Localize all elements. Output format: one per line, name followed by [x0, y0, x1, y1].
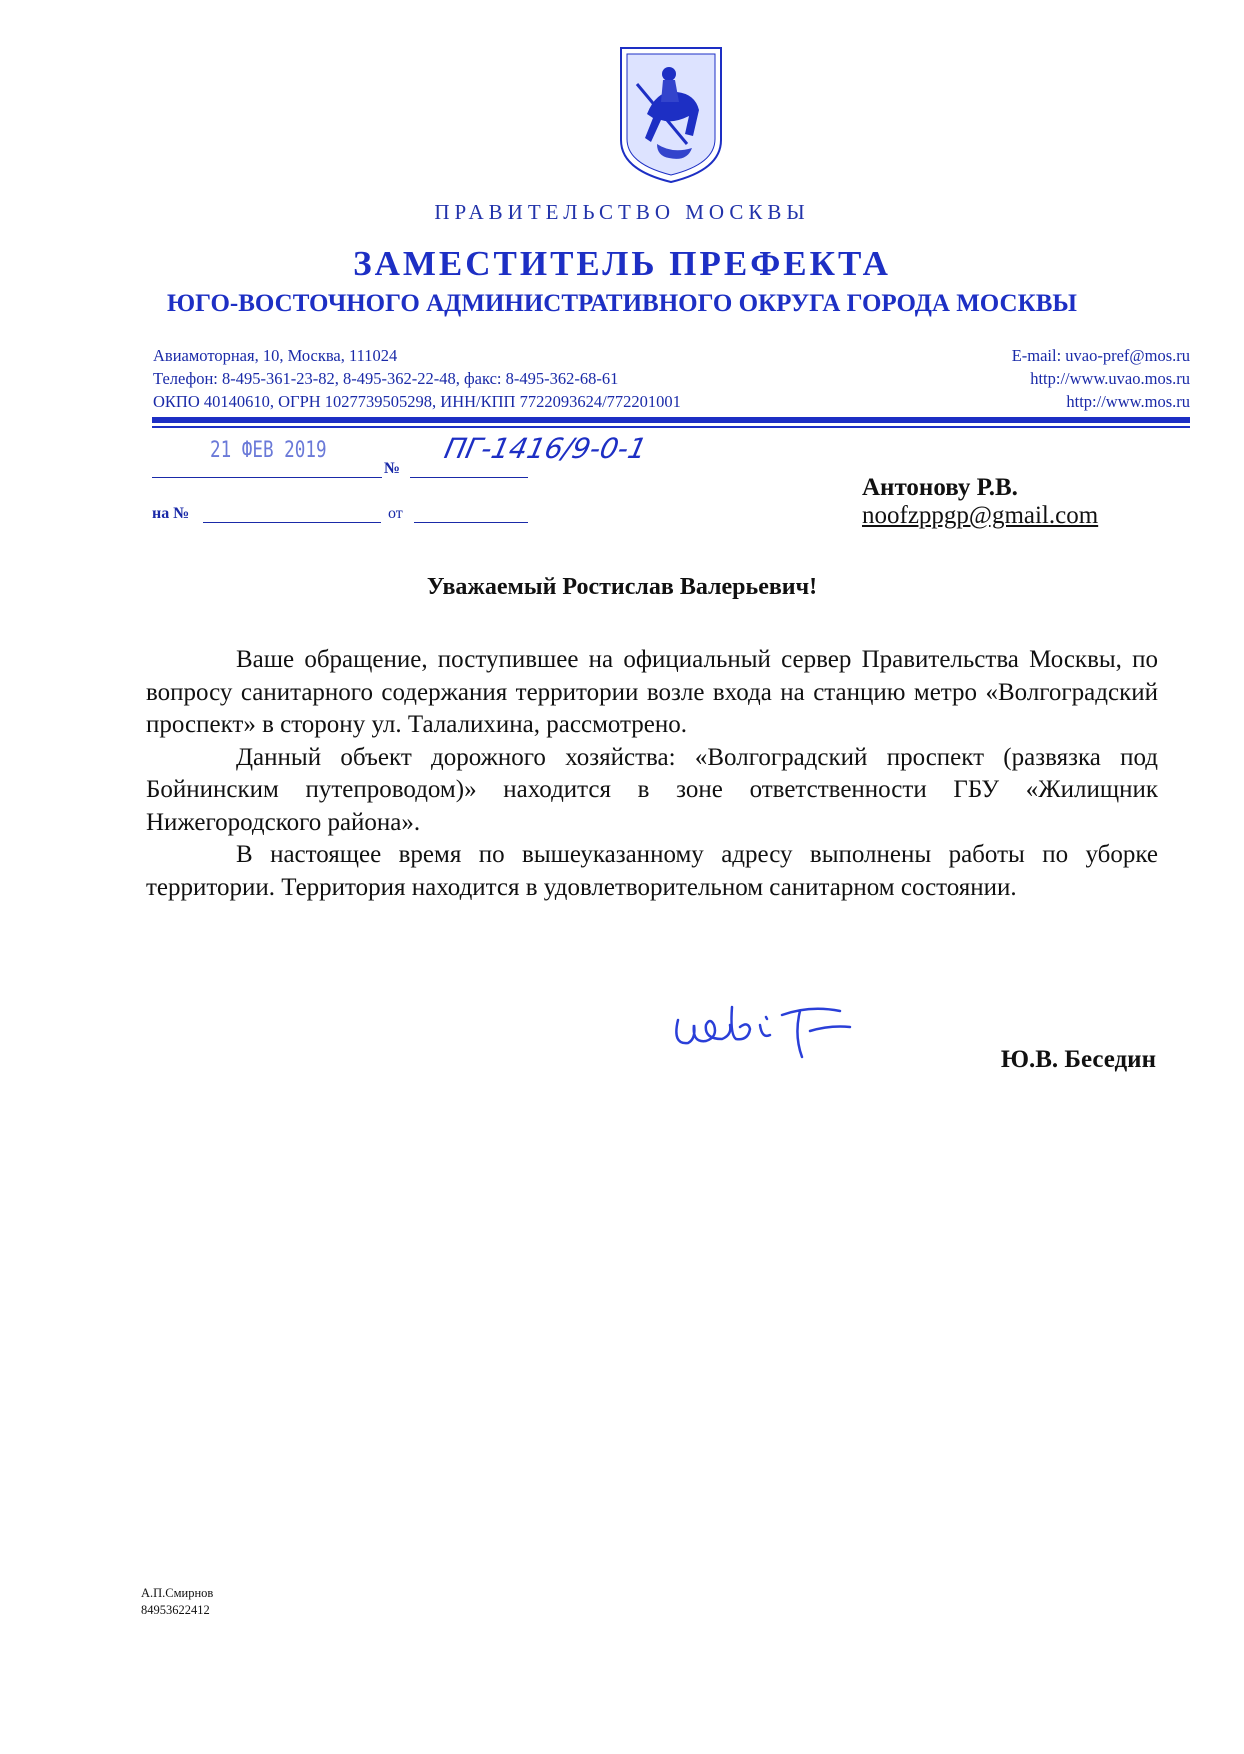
executor-phone: 84953622412 — [141, 1603, 210, 1617]
addressee-name: Антонову Р.В. — [862, 474, 1018, 501]
paragraph: Данный объект дорожного хозяйства: «Волгоградский проспект (развязка под Бойнинским путепроводом)» находится в зоне ответственности ГБУ «Жилищник Нижегородского района». — [146, 743, 1158, 836]
from-line — [414, 522, 528, 523]
from-label: от — [388, 505, 403, 522]
reply-line — [203, 522, 381, 523]
addressee-email: noofzppgp@gmail.com — [862, 502, 1099, 529]
date-line — [152, 477, 382, 478]
contact-block-left — [153, 344, 681, 413]
paragraph: В настоящее время по вышеуказанному адресу выполнены работы по уборке территории. Территория находится в удовлетворительном санитарном состоянии. — [146, 841, 1158, 901]
contact-block-right — [1012, 344, 1190, 413]
district-title: ЮГО-ВОСТОЧНОГО АДМИНИСТРАТИВНОГО ОКРУГА ГОРОДА МОСКВЫ — [167, 290, 1077, 317]
email: E-mail: uvao-pref@mos.ru — [1011, 346, 1190, 365]
letter-body — [146, 644, 1158, 904]
government-title: ПРАВИТЕЛЬСТВО МОСКВЫ — [434, 200, 810, 224]
website-uvao: http://www.uvao.mos.ru — [1030, 369, 1190, 388]
header-rule-thick — [152, 417, 1190, 423]
date-stamp: 21 ФЕВ 2019 — [210, 438, 327, 463]
number-line — [410, 477, 528, 478]
registration-number: ПГ-1416/9-0-1 — [441, 432, 650, 465]
header-rule-thin — [152, 426, 1190, 428]
addressee — [862, 474, 1098, 530]
executor-name: А.П.Смирнов — [141, 1586, 214, 1600]
registry-codes: ОКПО 40140610, ОГРН 1027739505298, ИНН/КПП 7722093624/772201001 — [153, 392, 681, 411]
website-mos: http://www.mos.ru — [1066, 392, 1190, 411]
number-label: № — [384, 460, 401, 477]
executor-info — [141, 1585, 213, 1619]
position-title: ЗАМЕСТИТЕЛЬ ПРЕФЕКТА — [353, 244, 891, 283]
address: Авиамоторная, 10, Москва, 111024 — [153, 346, 398, 365]
paragraph: Ваше обращение, поступившее на официальный сервер Правительства Москвы, по вопросу санитарного содержания территории возле входа на станцию метро «Волгоградский проспект» в сторону ул. Талалихина, рассмотрено. — [146, 646, 1158, 738]
greeting: Уважаемый Ростислав Валерьевич! — [426, 574, 818, 600]
handwritten-signature — [670, 995, 890, 1065]
phones: Телефон: 8-495-361-23-82, 8-495-362-22-48, факс: 8-495-362-68-61 — [153, 369, 619, 388]
signer-name: Ю.В. Беседин — [1000, 1046, 1156, 1073]
moscow-emblem-icon — [617, 44, 725, 186]
reply-label: на № — [152, 505, 190, 522]
